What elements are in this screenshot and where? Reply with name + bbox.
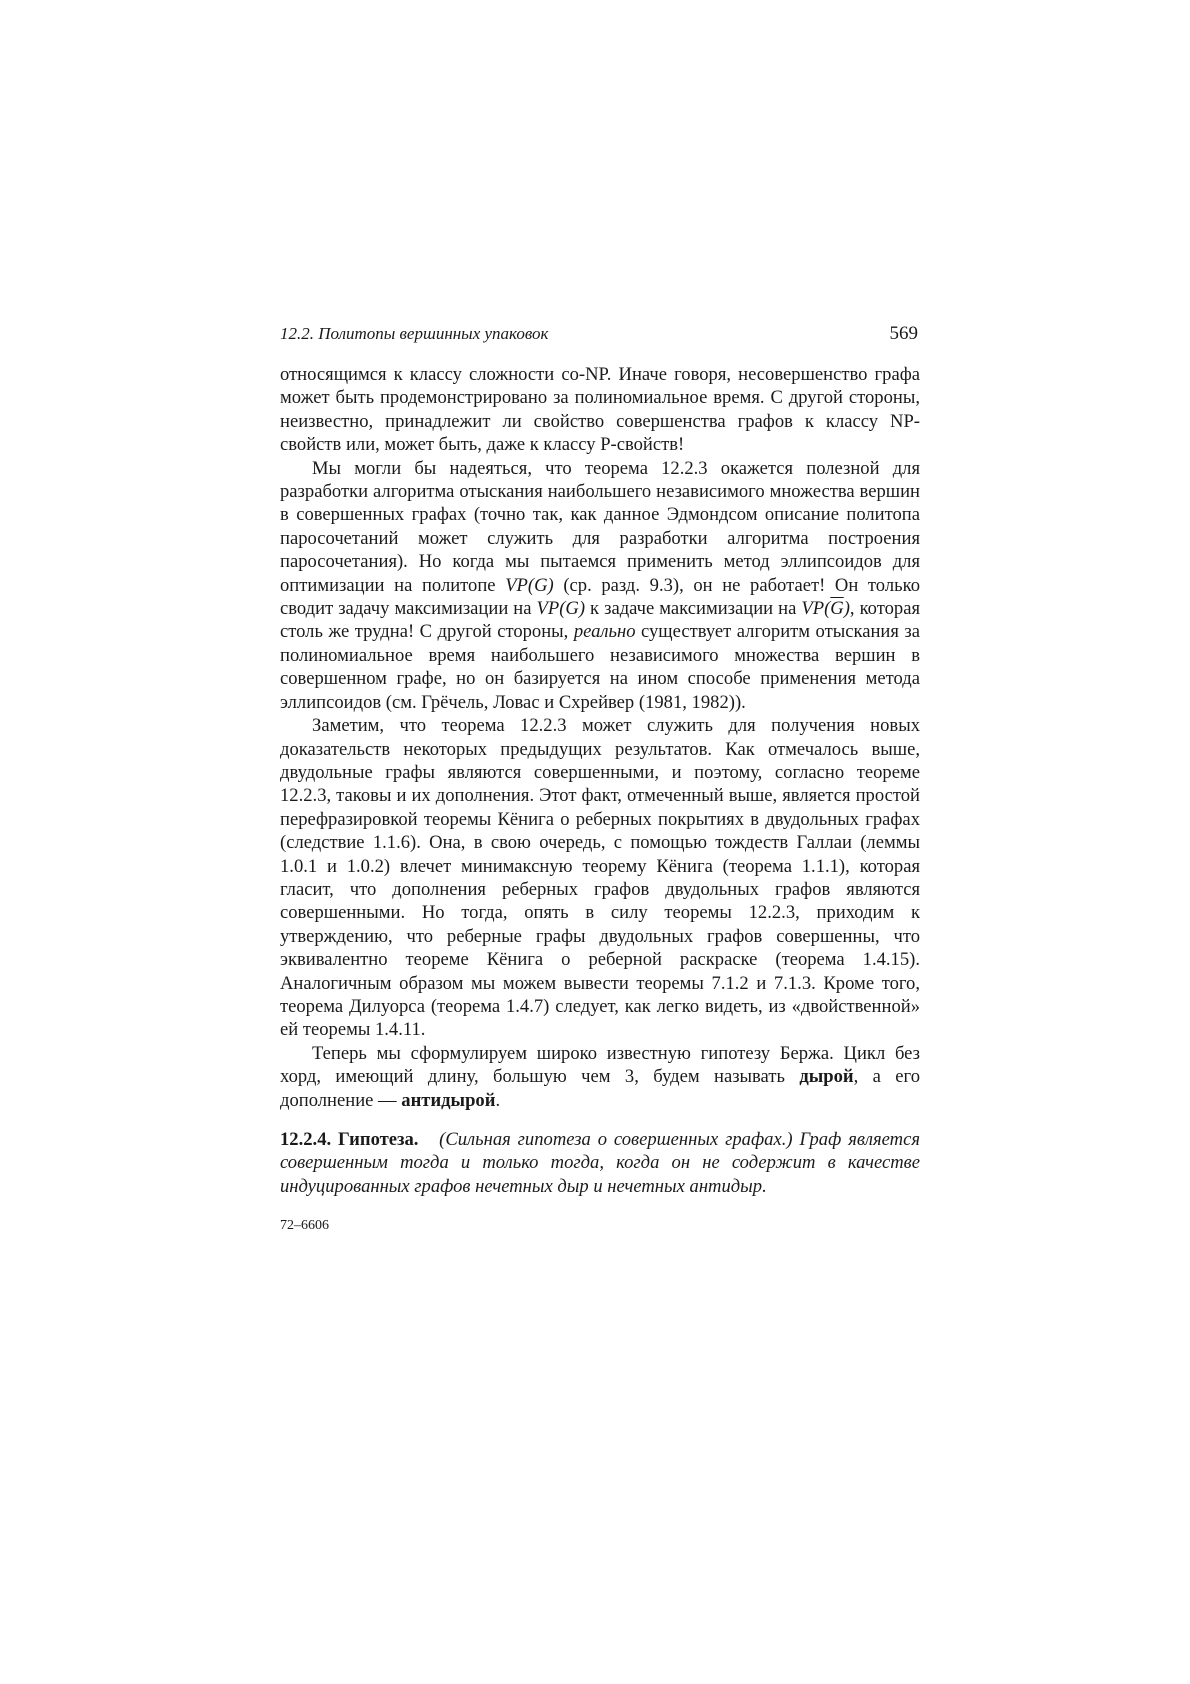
signature-code: 72–6606	[280, 1218, 329, 1234]
text-segment: существует алгоритм отыскания за полиномиальное время наибольшего независимого множества вершин в совершенном графе, но он базируется на ином способе применения метода эллипсоидов (см. Грёчель, Ловас и Схрейвер (1981, 1982)).	[280, 621, 920, 713]
text-segment: относящимся к классу сложности co-NP. Иначе говоря, несовершенство графа может быть продемонстрировано за полиномиальное время. С другой стороны, неизвестно, принадлежит ли свойство совершенства графов к классу NP-свойств или, может быть, даже к классу Р-свойств!	[280, 364, 920, 456]
text-segment: VP(G)	[505, 574, 554, 596]
page-body	[280, 323, 920, 1234]
text-segment: реально	[573, 621, 636, 643]
text-segment: (ср. разд. 9.3), он не работает! Он только сводит задачу максимизации на	[280, 574, 920, 620]
paragraph-3	[280, 714, 920, 1042]
text-segment: Теперь мы сформулируем широко известную гипотезу Бержа. Цикл без хорд, имеющий длину, большую чем 3, будем называть	[280, 1042, 920, 1088]
hypothesis-body: (Сильная гипотеза о совершенных графах.) Граф является совершенным тогда и только тогда, когда он не содержит в качестве индуцированных графов нечетных дыр и нечетных антидыр.	[280, 1129, 920, 1197]
page-number: 569	[889, 323, 918, 344]
text-segment: Заметим, что теорема 12.2.3 может служить для получения новых доказательств некоторых предыдущих результатов. Как отмечалось выше, двудольные графы являются совершенными, и поэтому, согласно теореме 12.2.3, таковы и их дополнения. Этот факт, отмеченный выше, является простой перефразировкой теоремы Кёнига о реберных покрытиях в двудольных графах (следствие 1.1.6). Она, в свою очередь, с помощью тождеств Галлаи (леммы 1.0.1 и 1.0.2) влечет минимаксную теорему Кёнига (теорема 1.1.1), которая гласит, что дополнения реберных графов двудольных графов являются совершенными. Но тогда, опять в силу теоремы 12.2.3, приходим к утверждению, что реберные графы двудольных графов совершенны, что эквивалентно теореме Кёнига о реберной раскраске (теорема 1.4.15). Аналогичным образом мы можем вывести теоремы 7.1.2 и 7.1.3. Кроме того, теорема Дилуорса (теорема 1.4.7) следует, как легко видеть, из «двойственной» ей теоремы 1.4.11.	[280, 715, 920, 1041]
text-segment: к задаче максимизации на	[585, 598, 802, 620]
text-segment: $\overline{G}$	[830, 598, 844, 620]
text-segment: )	[843, 598, 850, 620]
text-segment: , а его дополнение —	[280, 1066, 920, 1111]
paragraph-1	[280, 363, 920, 457]
text-segment: VP(G)	[536, 598, 586, 620]
paragraph-4	[280, 1042, 920, 1112]
text-segment: антидырой	[401, 1089, 496, 1111]
hypothesis-12-2-4	[280, 1128, 920, 1198]
text-segment: Мы могли бы надеяться, что теорема 12.2.3 окажется полезной для разработки алгоритма отыскания наибольшего независимого множества вершин в совершенных графах (точно так, как данное Эдмондсом описание политопа паросочетаний может служить для разработки алгоритма построения паросочетания). Но когда мы пытаемся применить метод эллипсоидов для оптимизации на политопе	[280, 457, 920, 596]
text-segment: дырой	[799, 1066, 854, 1088]
section-title: 12.2. Политопы вершинных упаковок	[280, 324, 549, 343]
text-segment: , которая столь же трудна! С другой стороны,	[280, 598, 921, 643]
hypothesis-label: 12.2.4. Гипотеза.	[280, 1129, 419, 1150]
paragraph-2	[280, 457, 920, 714]
text-segment: VP(	[801, 598, 831, 620]
text-segment: .	[495, 1089, 501, 1111]
running-head	[280, 323, 920, 345]
